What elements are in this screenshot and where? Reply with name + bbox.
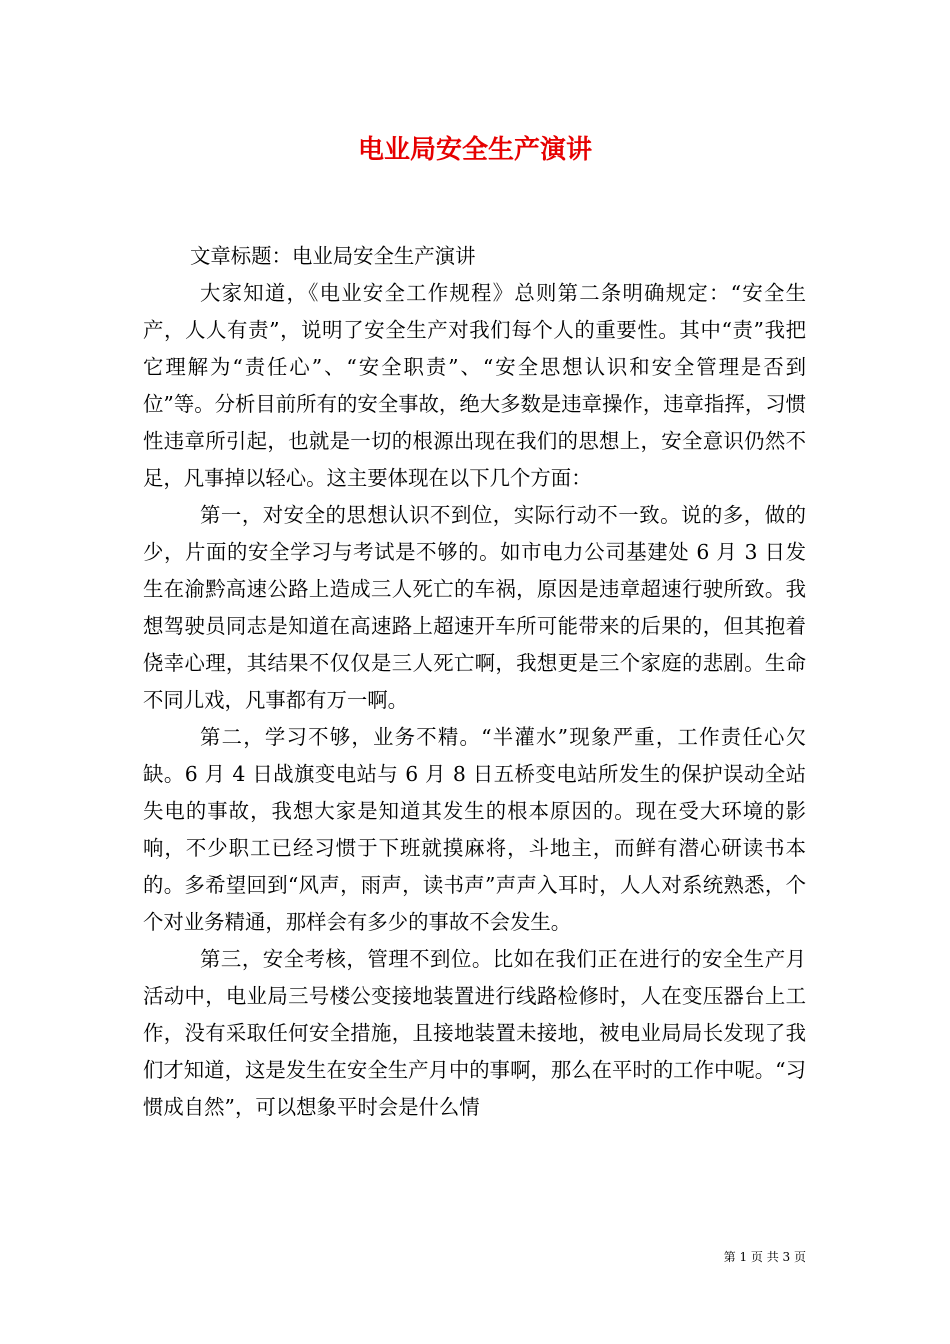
document-body (143, 238, 806, 1126)
article-subtitle: 文章标题：电业局安全生产演讲 (190, 244, 476, 268)
document-title: 电业局安全生产演讲 (357, 135, 592, 165)
paragraph-first-point: 第一，对安全的思想认识不到位，实际行动不一致。说的多，做的少，片面的安全学习与考试是不够的。如市电力公司基建处 6 月 3 日发生在渝黔高速公路上造成三人死亡的车祸，原因是违章超速行驶所致。我想驾驶员同志是知道在高速路上超速开车所可能带来的后果的，但其抱着侥幸心理，其结果不仅仅是三人死亡啊，我想更是三个家庭的悲剧。生命不同儿戏，凡事都有万一啊。 (143, 503, 806, 712)
paragraph-third-point: 第三，安全考核，管理不到位。比如在我们正在进行的安全生产月活动中，电业局三号楼公变接地装置进行线路检修时，人在变压器台上工作，没有采取任何安全措施，且接地装置未接地，被电业局局长发现了我们才知道，这是发生在安全生产月中的事啊，那么在平时的工作中呢。“习惯成自然”，可以想象平时会是什么情 (143, 947, 806, 1119)
page-number: 第 1 页 共 3 页 (723, 1250, 806, 1264)
paragraph-second-point: 第二，学习不够，业务不精。“半灌水”现象严重，工作责任心欠缺。6 月 4 日战旗变电站与 6 月 8 日五桥变电站所发生的保护误动全站失电的事故，我想大家是知道其发生的根本原因的。现在受大环境的影响，不少职工已经习惯于下班就摸麻将，斗地主，而鲜有潜心研读书本的。多希望回到“风声，雨声，读书声”声声入耳时，人人对系统熟悉，个个对业务精通，那样会有多少的事故不会发生。 (143, 725, 806, 934)
paragraph-intro: 大家知道，《电业安全工作规程》总则第二条明确规定：“安全生产，人人有责”，说明了安全生产对我们每个人的重要性。其中“责”我把它理解为“责任心”、“安全职责”、“安全思想认识和安全管理是否到位”等。分析目前所有的安全事故，绝大多数是违章操作，违章指挥，习惯性违章所引起，也就是一切的根源出现在我们的思想上，安全意识仍然不足，凡事掉以轻心。这主要体现在以下几个方面： (143, 281, 806, 490)
